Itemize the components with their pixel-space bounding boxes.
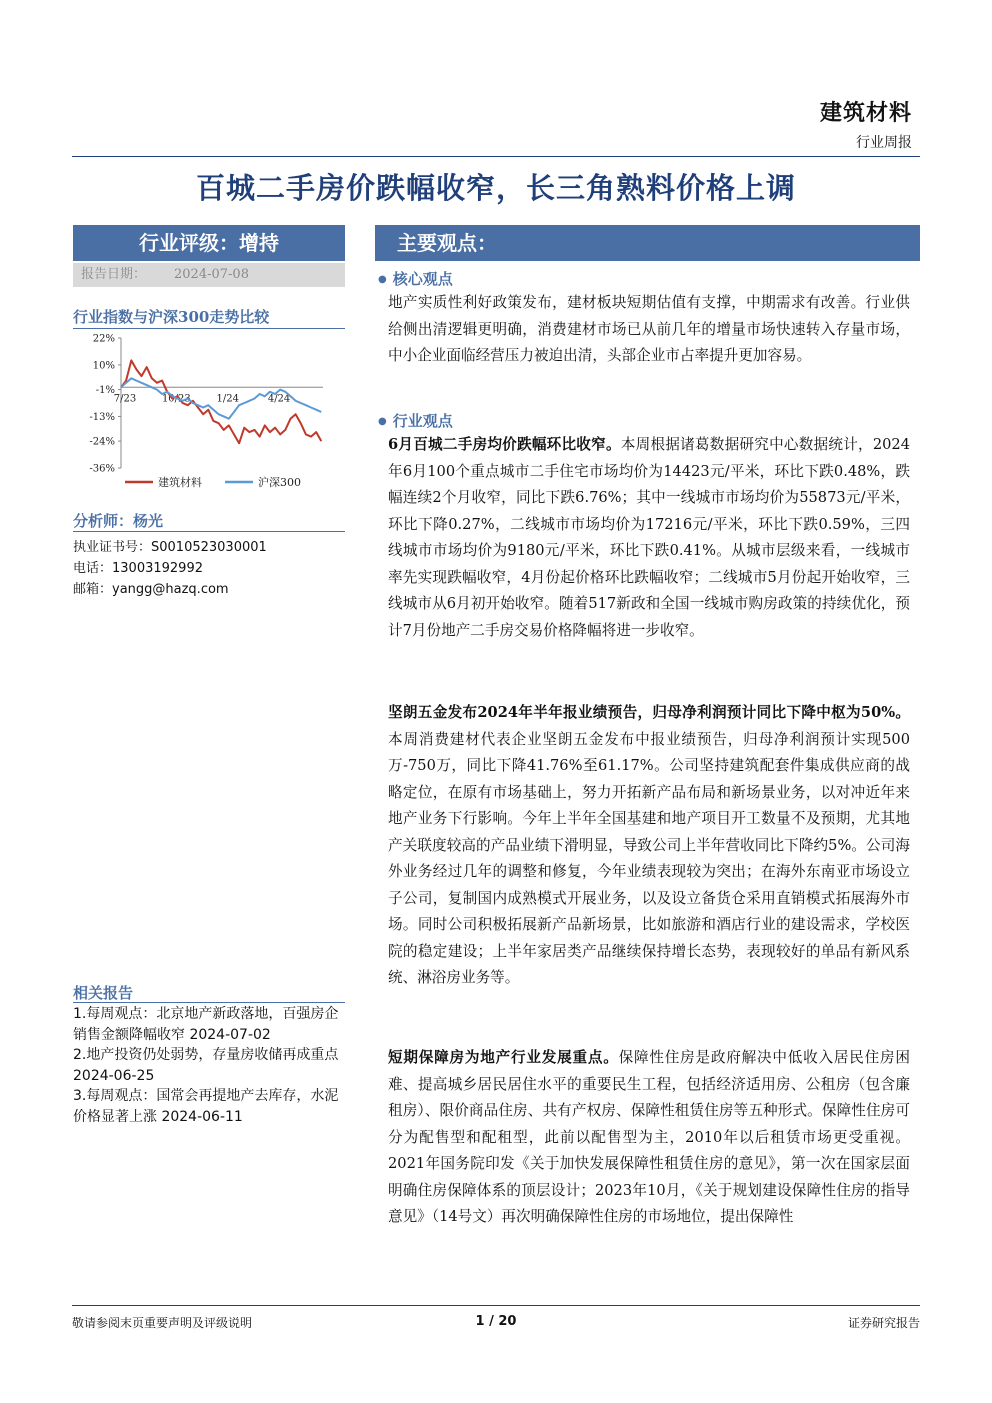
x-tick-label: 1/24 <box>216 393 239 405</box>
y-tick-label: -1% <box>95 385 115 397</box>
license-number: 执业证书号：S0010523030001 <box>73 540 267 555</box>
paragraph-body: 本周根据诸葛数据研究中心数据统计，2024年6月100个重点城市二手住宅市场均价为14423元/平米，环比下跌0.48%，跌幅连续2个月收窄，同比下跌6.76%；其中一线城市市场均价为55873元/平米，环比下降0.27%，二线城市市场均价为17216元/平米，环比下跌0.59%，三四线城市市场均价为9180元/平米，环比下跌0.41%。从城市层级来看，一线城市率先实现跌幅收窄，4月份起价格环比跌幅收窄；二线城市5月份起开始收窄，三线城市从6月初开始收窄。随着517新政和全国一线城市购房政策的持续优化，预计7月份地产二手房交易价格降幅将进一步收窄。 <box>388 436 910 639</box>
report-date-value: 2024-07-08 <box>174 267 249 282</box>
footer-divider <box>72 1305 920 1306</box>
paragraph-lead: 坚朗五金发布2024年半年报业绩预告，归母净利润预计同比下降中枢为50%。 <box>388 704 910 721</box>
paragraph-lead: 短期保障房为地产行业发展重点。 <box>388 1049 619 1066</box>
related-reports-heading: 相关报告 <box>73 984 134 1002</box>
page-number: 1 / 20 <box>475 1314 517 1329</box>
main-views-heading: 主要观点： <box>375 225 920 261</box>
rating-box: 行业评级：增持 <box>73 225 345 261</box>
report-date-label: 报告日期： <box>81 267 147 282</box>
related-reports-list <box>73 1004 345 1127</box>
paragraph-housing-price <box>388 432 910 644</box>
sector-name: 建筑材料 <box>819 100 912 126</box>
paragraph-body: 本周消费建材代表企业坚朗五金发布中报业绩预告，归母净利润预计实现500万-750万，同比下降41.76%至61.17%。公司坚持建筑配套件集成供应商的战略定位，在原有市场基础上，努力开拓新产品布局和新场景业务，以对冲近年来地产业务下行影响。今年上半年全国基建和地产项目开工数量不及预期，尤其地产关联度较高的产品业绩下滑明显，导致公司上半年营收同比下降约5%。公司海外业务经过几年的调整和修复，今年业绩表现较为突出；在海外东南亚市场设立子公司，复制国内成熟模式开展业务，以及设立备货仓采用直销模式拓展海外市场。同时公司积极拓展新产品新场景，比如旅游和酒店行业的建设需求，学校医院的稳定建设；上半年家居类产品继续保持增长态势，表现较好的单品有新风系统、淋浴房业务等。 <box>388 730 910 986</box>
x-tick-label: 4/24 <box>267 393 291 405</box>
email[interactable]: 邮箱：yangg@hazq.com <box>73 582 229 597</box>
paragraph-lead: 6月百城二手房均价跌幅环比收窄。 <box>388 436 621 453</box>
paragraph-jianlang <box>388 700 910 992</box>
legend-label: 建筑材料 <box>158 476 202 489</box>
analyst-heading-rule <box>73 531 345 532</box>
y-tick-label: -36% <box>89 463 115 475</box>
y-tick-label: 22% <box>92 333 115 345</box>
chart-heading: 行业指数与沪深300走势比较 <box>73 308 270 326</box>
chart-svg <box>73 330 345 500</box>
core-view-text: 地产实质性利好政策发布，建材板块短期估值有支撑，中期需求有改善。行业供给侧出清逻辑更明确，消费建材市场已从前几年的增量市场快速转入存量市场，中小企业面临经营压力被迫出清，头部企业市占率提升更加容易。 <box>388 294 910 364</box>
footer-disclaimer: 敬请参阅末页重要声明及评级说明 <box>72 1316 253 1330</box>
related-report-item[interactable]: 3.每周观点：国常会再提地产去库存，水泥价格显著上涨 2024-06-11 <box>73 1088 339 1125</box>
x-tick-label: 10/23 <box>161 393 191 405</box>
header-divider <box>72 156 920 157</box>
index-comparison-chart <box>73 330 345 500</box>
report-date-box <box>73 263 345 287</box>
phone: 电话：13003192992 <box>73 561 203 576</box>
y-tick-label: -24% <box>89 436 115 448</box>
paragraph-body: 保障性住房是政府解决中低收入居民住房困难、提高城乡居民居住水平的重要民生工程，包括经济适用房、公租房（包含廉租房）、限价商品住房、共有产权房、保障性租赁住房等五种形式。保障性住房可分为配售型和配租型，此前以配售型为主，2010年以后租赁市场更受重视。2021年国务院印发《关于加快发展保障性租赁住房的意见》，第一次在国家层面明确住房保障体系的顶层设计；2023年10月，《关于规划建设保障性住房的指导意见》（14号文）再次明确保障性住房的市场地位，提出保障性 <box>388 1049 910 1225</box>
report-type: 行业周报 <box>856 135 912 151</box>
paragraph-affordable-housing <box>388 1045 910 1231</box>
related-report-item[interactable]: 2.地产投资仍处弱势，存量房收储再成重点 2024-06-25 <box>73 1047 339 1084</box>
y-tick-label: 10% <box>92 360 115 372</box>
analyst-heading: 分析师：杨光 <box>73 512 164 530</box>
legend-label: 沪深300 <box>258 476 301 489</box>
related-reports-rule <box>73 1002 345 1003</box>
chart-heading-rule <box>73 328 345 329</box>
core-view-heading: ● 核心观点 <box>378 268 453 289</box>
industry-view-heading: ● 行业观点 <box>378 410 453 431</box>
x-tick-label: 7/23 <box>113 393 137 405</box>
footer-label: 证券研究报告 <box>847 1316 920 1330</box>
y-tick-label: -13% <box>89 411 115 423</box>
page-title: 百城二手房价跌幅收窄，长三角熟料价格上调 <box>195 171 796 205</box>
related-report-item[interactable]: 1.每周观点：北京地产新政落地，百强房企销售金额降幅收窄 2024-07-02 <box>73 1006 339 1043</box>
